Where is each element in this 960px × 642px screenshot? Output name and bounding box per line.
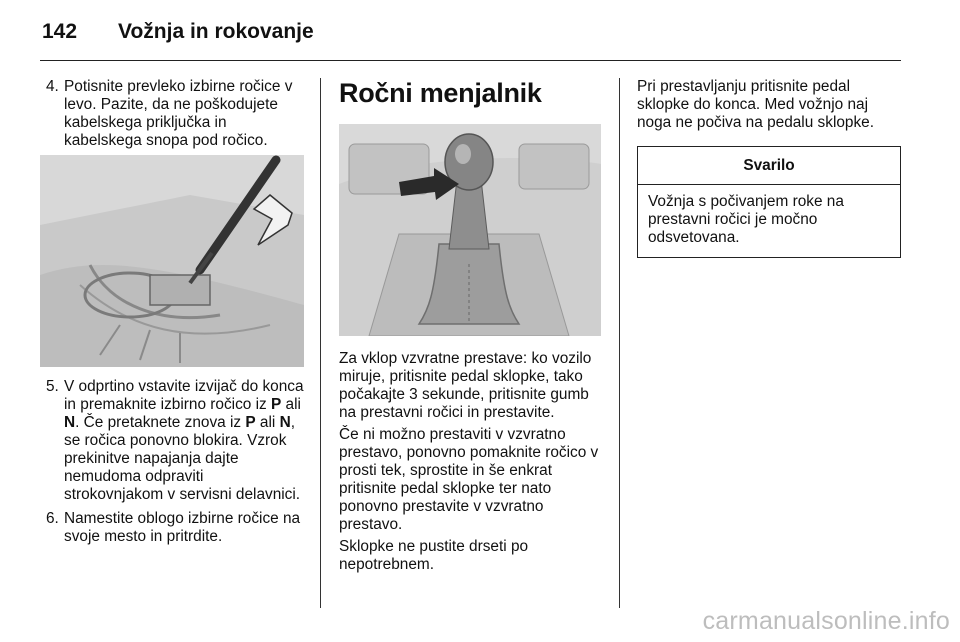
shifter-cover-illustration — [40, 155, 304, 367]
step-text: Potisnite prevleko izbirne ročice v levo. Pazite, da ne poškodujete kabelskega priključka in kabelskega snopa pod ročico. — [64, 78, 293, 149]
step-text: Namestite oblogo izbirne ročice na svoje mesto in pritrdite. — [64, 510, 301, 545]
gear-n: N — [64, 414, 76, 431]
column-right — [637, 78, 901, 258]
step-6 — [40, 510, 304, 546]
watermark: carmanualsonline.info — [702, 607, 950, 635]
step-5 — [40, 378, 304, 504]
column-divider — [619, 78, 620, 608]
page-title: Vožnja in rokovanje — [118, 20, 314, 43]
step-text-part: , se ročica ponovno blokira. Vzrok prekinitve napajanja dajte nemudoma odpraviti strokovnjakom v servisni delavnici. — [64, 414, 301, 503]
step-number: 4. — [46, 78, 59, 95]
gear-lever-illustration — [339, 124, 601, 336]
paragraph: Sklopke ne pustite drseti po nepotrebnem. — [339, 538, 529, 573]
gear-p: P — [245, 414, 256, 431]
column-left — [40, 78, 304, 546]
section-heading: Ročni menjalnik — [339, 78, 542, 108]
header-rule — [40, 60, 901, 61]
paragraph: Pri prestavljanju pritisnite pedal sklopke do konca. Med vožnjo naj noga ne počiva na pedalu sklopke. — [637, 78, 875, 131]
step-text-part: . Če pretaknete znova iz — [75, 414, 246, 431]
page-header — [42, 20, 314, 44]
column-middle — [339, 78, 601, 578]
warning-text: Vožnja s počivanjem roke na prestavni ročici je močno odsvetovana. — [648, 193, 844, 246]
step-4 — [40, 78, 304, 150]
step-number: 6. — [46, 510, 59, 527]
warning-title: Svarilo — [638, 147, 900, 185]
paragraph: Za vklop vzvratne prestave: ko vozilo miruje, pritisnite pedal sklopke, tako počakajte 3 sekunde, pritisnite gumb na prestavni ročici in prestavite. — [339, 350, 592, 421]
step-number: 5. — [46, 378, 59, 395]
gear-n: N — [279, 414, 291, 431]
column-divider — [320, 78, 321, 608]
warning-box — [637, 146, 901, 258]
step-text-part: ali — [255, 414, 280, 431]
step-text-part: V odprtino vstavite izvijač do konca in premaknite izbirno ročico iz — [64, 378, 304, 413]
step-text-part: ali — [281, 396, 301, 413]
gear-p: P — [271, 396, 282, 413]
page-number: 142 — [42, 20, 78, 43]
paragraph: Če ni možno prestaviti v vzvratno prestavo, ponovno pomaknite ročico v prosti tek, sprostite in še enkrat pritisnite pedal sklopke ter nato ponovno prestavite v vzvratno prestavo. — [339, 426, 599, 533]
